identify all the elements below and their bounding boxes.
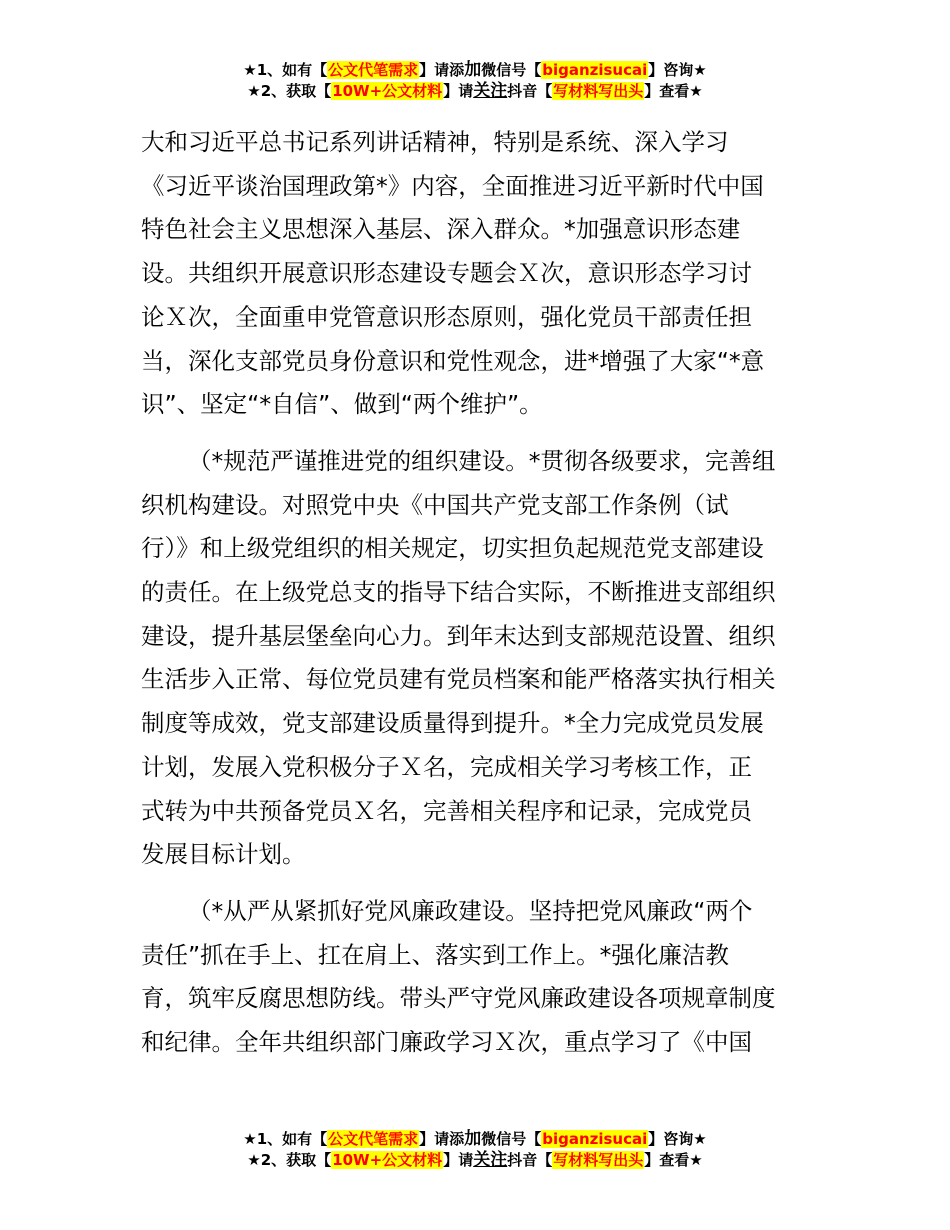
banner-text: 微信号【	[481, 1130, 542, 1148]
footer-banner	[0, 1129, 950, 1171]
text-line: 当，深化支部党员身份意识和党性观念，进*增强了大家“*意	[141, 346, 765, 375]
banner-emphasis: 加	[464, 1129, 482, 1149]
banner-text: 抖音【	[507, 82, 553, 100]
text-line: 特色社会主义思想深入基层、深入群众。*加强意识形态建	[141, 215, 741, 244]
banner-text: 微信号【	[481, 61, 542, 79]
text-line: 《习近平谈治国理政第*》内容，全面推进习近平新时代中国	[141, 171, 764, 200]
banner-text: ★1、如有【	[243, 1130, 328, 1148]
banner-text: ★1、如有【	[243, 61, 328, 79]
paragraph-3	[141, 890, 813, 1065]
text-line: 建设，提升基层堡垒向心力。到年末达到支部规范设置、组织	[141, 621, 776, 650]
text-line: 生活步入正常、每位党员建有党员档案和能严格落实执行相关	[141, 665, 776, 694]
text-line: 责任”抓在手上、扛在肩上、落实到工作上。*强化廉洁教	[141, 940, 729, 969]
banner-text: 】请	[443, 82, 474, 100]
banner-line-1	[0, 60, 950, 81]
banner-text: 】查看★	[644, 1151, 703, 1169]
text-line: 和纪律。全年共组织部门廉政学习Ｘ次，重点学习了《中国	[141, 1028, 752, 1057]
text-line: 识”、坚定“*自信”、做到“两个维护”。	[141, 390, 543, 419]
banner-text: 】请	[443, 1151, 474, 1169]
banner-line-2	[0, 1150, 950, 1171]
banner-text: 】咨询★	[648, 1130, 707, 1148]
document-body	[141, 121, 813, 1078]
banner-line-1	[0, 1129, 950, 1150]
highlight-materials: 10W+公文材料	[332, 1151, 443, 1169]
highlight-douyin: 写材料写出头	[553, 82, 644, 100]
banner-line-2	[0, 81, 950, 102]
text-line: 行）》和上级党组织的相关规定，切实担负起规范党支部建设	[141, 534, 764, 563]
banner-emphasis: 关注	[473, 1150, 508, 1170]
text-line: 的责任。在上级党总支的指导下结合实际，不断推进支部组织	[141, 578, 776, 607]
highlight-materials: 10W+公文材料	[332, 82, 443, 100]
banner-text: ★2、获取【	[247, 1151, 332, 1169]
banner-emphasis: 关注	[473, 81, 508, 101]
header-banner	[0, 60, 950, 102]
text-line: 制度等成效，党支部建设质量得到提升。*全力完成党员发展	[141, 709, 764, 738]
banner-text: 】请添	[419, 1130, 465, 1148]
text-line: 设。共组织开展意识形态建设专题会Ｘ次，意识形态学习讨	[141, 259, 752, 288]
highlight-douyin: 写材料写出头	[553, 1151, 644, 1169]
banner-text: 抖音【	[507, 1151, 553, 1169]
banner-text: 】查看★	[644, 82, 703, 100]
highlight-ghostwriting: 公文代笔需求	[328, 1130, 419, 1148]
paragraph-1	[141, 121, 813, 427]
text-line: 论Ｘ次，全面重申党管意识形态原则，强化党员干部责任担	[141, 302, 752, 331]
text-line: 育，筑牢反腐思想防线。带头严守党风廉政建设各项规章制度	[141, 984, 776, 1013]
banner-text: 】请添	[419, 61, 465, 79]
text-line: 发展目标计划。	[141, 840, 306, 869]
highlight-wechat-id: biganzisucai	[542, 1130, 648, 1148]
text-line: （*规范严谨推进党的组织建设。*贯彻各级要求，完善组	[188, 446, 776, 475]
text-line: 织机构建设。对照党中央《中国共产党支部工作条例（试	[141, 490, 729, 519]
text-line: 式转为中共预备党员Ｘ名，完善相关程序和记录，完成党员	[141, 796, 752, 825]
text-line: 大和习近平总书记系列讲话精神，特别是系统、深入学习	[141, 128, 729, 156]
highlight-wechat-id: biganzisucai	[542, 61, 648, 79]
banner-text: ★2、获取【	[247, 82, 332, 100]
banner-text: 】咨询★	[648, 61, 707, 79]
paragraph-2	[141, 440, 813, 877]
text-line: 计划，发展入党积极分子Ｘ名，完成相关学习考核工作，正	[141, 752, 752, 781]
banner-emphasis: 加	[464, 60, 482, 80]
highlight-ghostwriting: 公文代笔需求	[328, 61, 419, 79]
text-line: （*从严从紧抓好党风廉政建设。坚持把党风廉政“两个	[188, 896, 753, 925]
